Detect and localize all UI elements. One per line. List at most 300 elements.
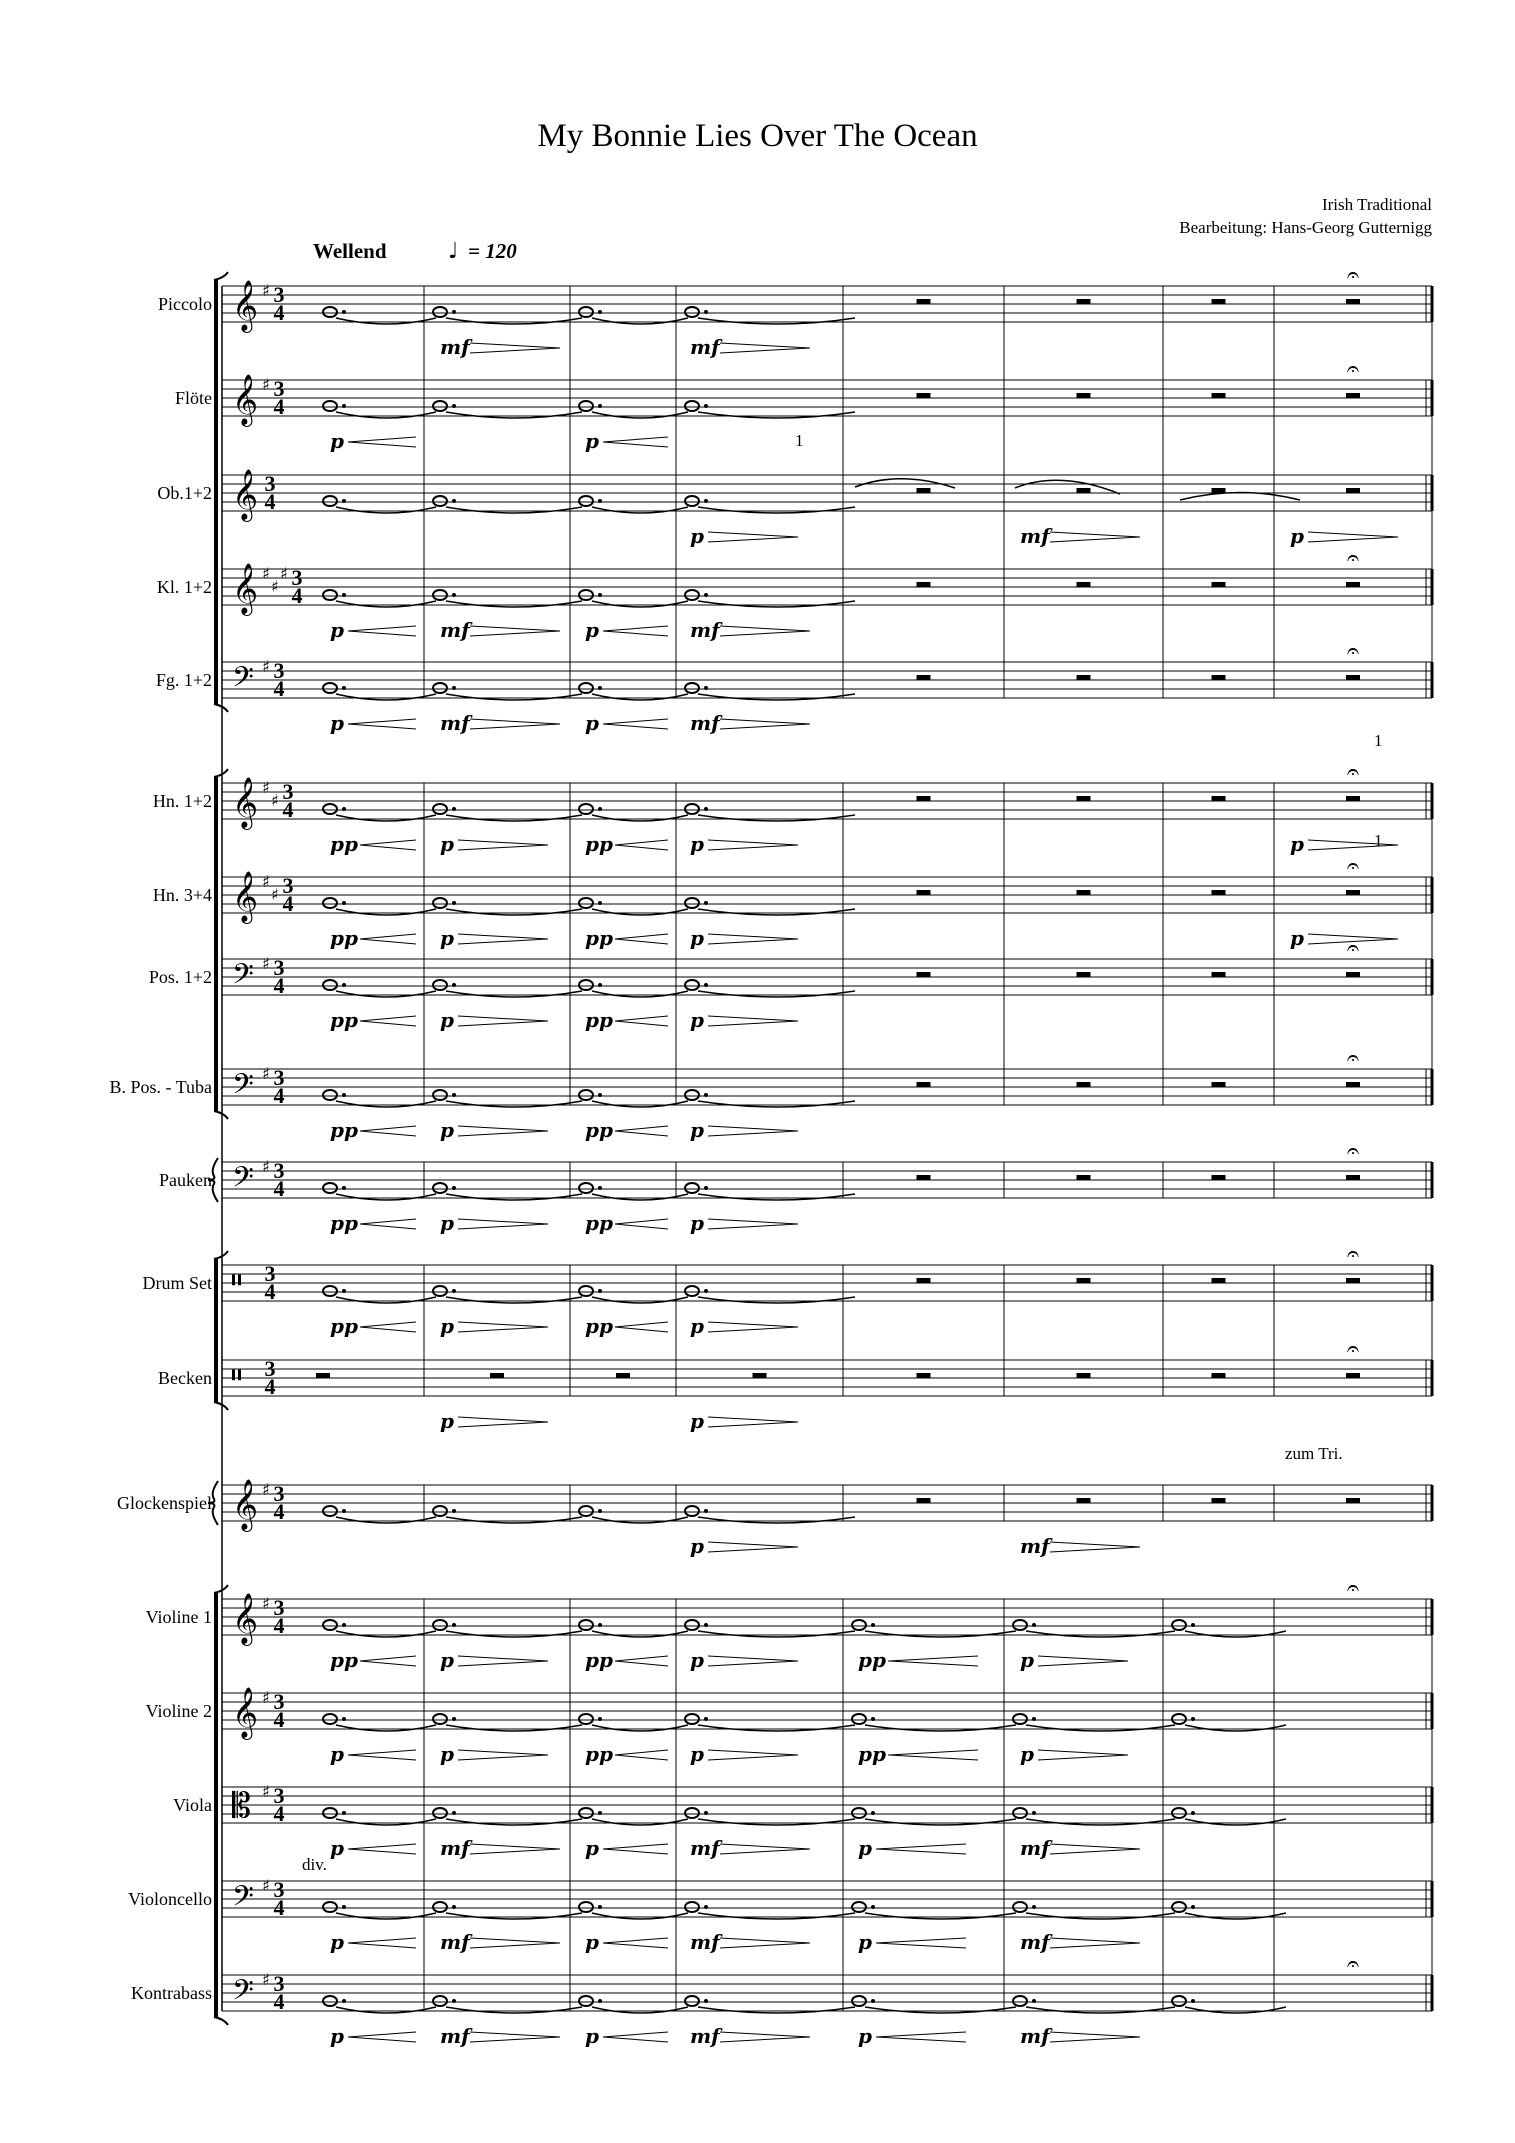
half-note bbox=[579, 1506, 593, 1516]
tie bbox=[698, 1819, 855, 1825]
tie bbox=[446, 1631, 582, 1637]
note-dot bbox=[871, 1623, 875, 1627]
hairpin bbox=[615, 1322, 668, 1332]
tie bbox=[698, 815, 855, 821]
fermata: 𝄐 bbox=[1346, 1337, 1360, 1362]
time-sig-numerator: 3 bbox=[273, 1877, 285, 1902]
note-dot bbox=[1032, 1999, 1036, 2003]
whole-rest bbox=[1212, 488, 1226, 493]
key-sharp: ♯ bbox=[262, 657, 270, 676]
dynamic-marking: mf bbox=[1020, 1534, 1050, 1558]
tie bbox=[336, 909, 436, 915]
dynamic-marking: mf bbox=[440, 618, 470, 642]
instrument-name: Pauken bbox=[159, 1170, 212, 1190]
note-dot bbox=[704, 310, 708, 314]
whole-rest bbox=[1077, 796, 1091, 801]
whole-rest bbox=[1346, 890, 1360, 895]
whole-rest bbox=[1077, 1498, 1091, 1503]
time-sig-denominator: 4 bbox=[273, 1989, 285, 2014]
key-sharp: ♯ bbox=[262, 872, 270, 891]
tie bbox=[592, 1101, 688, 1107]
tie bbox=[592, 815, 688, 821]
time-sig-numerator: 3 bbox=[264, 1356, 276, 1381]
whole-rest bbox=[1212, 972, 1226, 977]
half-note bbox=[579, 307, 593, 317]
note-dot bbox=[342, 1289, 346, 1293]
whole-rest bbox=[1346, 1278, 1360, 1283]
note-dot bbox=[704, 1289, 708, 1293]
note-dot bbox=[598, 404, 602, 408]
note-dot bbox=[1191, 1999, 1195, 2003]
time-sig-numerator: 3 bbox=[273, 282, 285, 307]
note-dot bbox=[342, 1999, 346, 2003]
hairpin bbox=[470, 1938, 560, 1948]
time-sig-numerator: 3 bbox=[264, 1261, 276, 1286]
bracket-hook bbox=[214, 769, 228, 777]
dynamic-marking: p bbox=[330, 1930, 344, 1954]
hairpin bbox=[708, 1750, 798, 1760]
half-note bbox=[685, 683, 699, 693]
cello-div-marking: div. bbox=[302, 1855, 327, 1874]
key-sharp: ♯ bbox=[280, 564, 288, 583]
instrument-name: Hn. 3+4 bbox=[152, 885, 212, 905]
dynamic-marking: p bbox=[1290, 926, 1304, 950]
whole-rest bbox=[616, 1373, 630, 1378]
tie bbox=[446, 1101, 582, 1107]
tie bbox=[698, 1725, 855, 1731]
half-note bbox=[323, 1808, 337, 1818]
hairpin bbox=[360, 1656, 416, 1666]
whole-rest bbox=[917, 1278, 931, 1283]
half-note bbox=[685, 898, 699, 908]
instrument-name: B. Pos. - Tuba bbox=[109, 1077, 212, 1097]
whole-rest bbox=[1346, 1175, 1360, 1180]
tie bbox=[446, 1194, 582, 1200]
note-dot bbox=[452, 1623, 456, 1627]
key-sharp: ♯ bbox=[262, 1782, 270, 1801]
half-note bbox=[852, 1714, 866, 1724]
half-note bbox=[323, 980, 337, 990]
half-note bbox=[579, 683, 593, 693]
key-sharp: ♯ bbox=[262, 1688, 270, 1707]
key-sharp: ♯ bbox=[262, 1157, 270, 1176]
tie bbox=[336, 1631, 436, 1637]
clef-treble: 𝄞 bbox=[232, 1687, 259, 1738]
half-note bbox=[433, 590, 447, 600]
arranger-credit: Bearbeitung: Hans-Georg Gutternigg bbox=[1179, 218, 1432, 237]
time-sig-denominator: 4 bbox=[273, 1707, 285, 1732]
hairpin bbox=[348, 1750, 416, 1760]
hairpin bbox=[348, 626, 416, 636]
hairpin bbox=[470, 626, 560, 636]
half-note bbox=[685, 1286, 699, 1296]
whole-rest bbox=[753, 1373, 767, 1378]
whole-rest bbox=[917, 488, 931, 493]
half-note bbox=[685, 590, 699, 600]
half-note bbox=[323, 1714, 337, 1724]
clef-percussion: 𝄥 bbox=[232, 1264, 241, 1299]
tie bbox=[336, 2007, 436, 2013]
hairpin bbox=[615, 1750, 668, 1760]
fermata: 𝄐 bbox=[1346, 1046, 1360, 1071]
tie bbox=[446, 507, 582, 513]
hairpin bbox=[888, 1656, 978, 1666]
clef-treble: 𝄞 bbox=[232, 1479, 259, 1530]
note-dot bbox=[871, 1717, 875, 1721]
hairpin bbox=[458, 1417, 548, 1427]
staff-violine-1 bbox=[146, 1576, 1432, 1672]
dynamic-marking: p bbox=[440, 1118, 454, 1142]
time-sig-numerator: 3 bbox=[273, 1481, 285, 1506]
hairpin bbox=[470, 2032, 560, 2042]
whole-rest bbox=[917, 1373, 931, 1378]
note-dot bbox=[452, 1811, 456, 1815]
half-note bbox=[323, 898, 337, 908]
hairpin bbox=[458, 1219, 548, 1229]
dynamic-marking: pp bbox=[330, 1648, 358, 1672]
staff-ob-1-2 bbox=[157, 469, 1432, 548]
note-dot bbox=[342, 1093, 346, 1097]
clef-treble: 𝄞 bbox=[232, 374, 259, 425]
tie bbox=[592, 1913, 688, 1919]
hairpin bbox=[1308, 840, 1398, 850]
dynamic-marking: p bbox=[330, 711, 344, 735]
dynamic-marking: pp bbox=[330, 832, 358, 856]
instrument-name: Becken bbox=[158, 1368, 212, 1388]
hairpin bbox=[615, 1219, 668, 1229]
tie bbox=[446, 1819, 582, 1825]
tie bbox=[336, 412, 436, 418]
instrument-name: Glockenspiel bbox=[117, 1493, 212, 1513]
dynamic-marking: pp bbox=[858, 1648, 886, 1672]
tie bbox=[446, 694, 582, 700]
tie bbox=[592, 2007, 688, 2013]
half-note bbox=[433, 804, 447, 814]
instrument-name: Violine 1 bbox=[145, 1607, 212, 1627]
time-sig-numerator: 3 bbox=[273, 1158, 285, 1183]
whole-rest bbox=[316, 1373, 330, 1378]
half-note bbox=[323, 401, 337, 411]
note-dot bbox=[598, 310, 602, 314]
clef-bass: 𝄢 bbox=[232, 1068, 254, 1108]
whole-rest bbox=[1212, 1278, 1226, 1283]
note-dot bbox=[452, 1509, 456, 1513]
half-note bbox=[1013, 1996, 1027, 2006]
tie bbox=[336, 1819, 436, 1825]
time-sig-numerator: 3 bbox=[291, 565, 303, 590]
half-note bbox=[685, 1090, 699, 1100]
hairpin bbox=[876, 2032, 966, 2042]
fermata: 𝄐 bbox=[1346, 639, 1360, 664]
staff-kl-1-2 bbox=[157, 546, 1432, 642]
bracket-hook bbox=[214, 1251, 228, 1259]
hairpin bbox=[708, 1322, 798, 1332]
hairpin bbox=[615, 1126, 668, 1136]
note-dot bbox=[342, 310, 346, 314]
dynamic-marking: p bbox=[585, 1930, 599, 1954]
slur bbox=[1015, 480, 1120, 494]
tie bbox=[336, 815, 436, 821]
tie bbox=[1185, 1819, 1286, 1825]
note-dot bbox=[342, 1811, 346, 1815]
dynamic-marking: p bbox=[330, 618, 344, 642]
hairpin bbox=[615, 1656, 668, 1666]
tie bbox=[592, 601, 688, 607]
tie bbox=[336, 318, 436, 324]
note-dot bbox=[342, 983, 346, 987]
staff-becken bbox=[158, 1337, 1432, 1433]
half-note bbox=[579, 590, 593, 600]
whole-rest bbox=[1077, 1278, 1091, 1283]
tie bbox=[698, 1194, 855, 1200]
time-sig-numerator: 3 bbox=[282, 779, 294, 804]
hairpin bbox=[876, 1938, 966, 1948]
fermata: 𝄐 bbox=[1346, 357, 1360, 382]
whole-rest bbox=[1212, 1498, 1226, 1503]
dynamic-marking: mf bbox=[440, 1836, 470, 1860]
note-dot bbox=[598, 1811, 602, 1815]
key-sharp: ♯ bbox=[262, 1064, 270, 1083]
half-note bbox=[1172, 1714, 1186, 1724]
tie bbox=[592, 909, 688, 915]
time-sig-numerator: 3 bbox=[264, 471, 276, 496]
clef-treble: 𝄞 bbox=[232, 280, 259, 331]
time-sig-numerator: 3 bbox=[282, 873, 294, 898]
half-note bbox=[1013, 1808, 1027, 1818]
hairpin bbox=[348, 1938, 416, 1948]
dynamic-marking: p bbox=[440, 926, 454, 950]
time-sig-denominator: 4 bbox=[273, 1499, 285, 1524]
whole-rest bbox=[1077, 488, 1091, 493]
tie bbox=[1026, 1725, 1175, 1731]
half-note bbox=[579, 1808, 593, 1818]
time-sig-denominator: 4 bbox=[273, 1083, 285, 1108]
half-note bbox=[323, 1183, 337, 1193]
dynamic-marking: mf bbox=[1020, 1836, 1050, 1860]
horn-fingering: 1 bbox=[1374, 831, 1383, 850]
hairpin bbox=[720, 626, 810, 636]
note-dot bbox=[1191, 1905, 1195, 1909]
hairpin bbox=[348, 719, 416, 729]
half-note bbox=[685, 1902, 699, 1912]
note-dot bbox=[1032, 1717, 1036, 1721]
key-sharp: ♯ bbox=[262, 778, 270, 797]
dynamic-marking: p bbox=[1020, 1742, 1034, 1766]
hairpin bbox=[360, 1219, 416, 1229]
note-dot bbox=[598, 1289, 602, 1293]
hairpin bbox=[348, 437, 416, 447]
half-note bbox=[323, 496, 337, 506]
dynamic-marking: pp bbox=[330, 1314, 358, 1338]
time-sig-denominator: 4 bbox=[273, 676, 285, 701]
whole-rest bbox=[1346, 1498, 1360, 1503]
half-note bbox=[579, 1902, 593, 1912]
instrument-name: Fg. 1+2 bbox=[155, 670, 212, 690]
half-note bbox=[1172, 1996, 1186, 2006]
hairpin bbox=[360, 1126, 416, 1136]
whole-rest bbox=[1212, 1373, 1226, 1378]
whole-rest bbox=[1212, 1082, 1226, 1087]
key-sharp: ♯ bbox=[262, 954, 270, 973]
hairpin bbox=[603, 2032, 668, 2042]
half-note bbox=[685, 1996, 699, 2006]
note-dot bbox=[1191, 1717, 1195, 1721]
half-note bbox=[433, 1506, 447, 1516]
staff-pauken bbox=[159, 1139, 1432, 1235]
tie bbox=[698, 694, 855, 700]
tie bbox=[698, 991, 855, 997]
hairpin bbox=[1308, 532, 1398, 542]
note-dot bbox=[452, 807, 456, 811]
note-dot bbox=[704, 593, 708, 597]
note-dot bbox=[704, 807, 708, 811]
dynamic-marking: mf bbox=[440, 711, 470, 735]
clef-treble: 𝄞 bbox=[232, 469, 259, 520]
clef-bass: 𝄢 bbox=[232, 958, 254, 998]
tie bbox=[1185, 1631, 1286, 1637]
fermata: 𝄐 bbox=[1346, 936, 1360, 961]
note-dot bbox=[342, 901, 346, 905]
tie bbox=[446, 1913, 582, 1919]
staff-piccolo bbox=[158, 263, 1432, 359]
half-note bbox=[1013, 1620, 1027, 1630]
dynamic-marking: p bbox=[690, 1008, 704, 1032]
note-dot bbox=[452, 1289, 456, 1293]
instrument-name: Viola bbox=[173, 1795, 212, 1815]
dynamic-marking: p bbox=[585, 429, 599, 453]
note-dot bbox=[342, 1905, 346, 1909]
tie bbox=[1185, 1913, 1286, 1919]
tie bbox=[865, 1819, 1016, 1825]
hairpin bbox=[720, 1938, 810, 1948]
key-sharp: ♯ bbox=[262, 1876, 270, 1895]
whole-rest bbox=[1212, 675, 1226, 680]
note-dot bbox=[342, 1717, 346, 1721]
whole-rest bbox=[1212, 890, 1226, 895]
half-note bbox=[579, 1996, 593, 2006]
dynamic-marking: p bbox=[858, 2024, 872, 2048]
half-note bbox=[852, 1620, 866, 1630]
dynamic-marking: p bbox=[690, 1534, 704, 1558]
time-sig-denominator: 4 bbox=[273, 1895, 285, 1920]
note-dot bbox=[704, 1905, 708, 1909]
tie bbox=[865, 1725, 1016, 1731]
note-dot bbox=[342, 593, 346, 597]
hairpin bbox=[348, 2032, 416, 2042]
time-sig-denominator: 4 bbox=[282, 891, 294, 916]
whole-rest bbox=[1346, 1082, 1360, 1087]
dynamic-marking: p bbox=[690, 926, 704, 950]
dynamic-marking: pp bbox=[585, 1118, 613, 1142]
note-dot bbox=[598, 1717, 602, 1721]
glock-instruction: zum Tri. bbox=[1285, 1444, 1343, 1463]
tie bbox=[592, 1631, 688, 1637]
staff-viola bbox=[173, 1782, 1432, 1860]
tie bbox=[446, 991, 582, 997]
tie bbox=[865, 1913, 1016, 1919]
tie bbox=[698, 1517, 855, 1523]
dynamic-marking: pp bbox=[585, 926, 613, 950]
dynamic-marking: p bbox=[440, 1314, 454, 1338]
bracket-hook bbox=[214, 272, 228, 280]
note-dot bbox=[452, 1905, 456, 1909]
whole-rest bbox=[917, 1498, 931, 1503]
hairpin bbox=[1050, 2032, 1140, 2042]
tie bbox=[1026, 2007, 1175, 2013]
whole-rest bbox=[917, 796, 931, 801]
note-dot bbox=[1032, 1905, 1036, 1909]
tie bbox=[446, 1517, 582, 1523]
half-note bbox=[323, 683, 337, 693]
whole-rest bbox=[1077, 675, 1091, 680]
tie bbox=[698, 507, 855, 513]
note-dot bbox=[598, 1509, 602, 1513]
hairpin bbox=[1050, 532, 1140, 542]
half-note bbox=[579, 1620, 593, 1630]
dynamic-marking: p bbox=[330, 429, 344, 453]
tie bbox=[1026, 1631, 1175, 1637]
dynamic-marking: p bbox=[690, 1648, 704, 1672]
whole-rest bbox=[1212, 1175, 1226, 1180]
hairpin bbox=[360, 1016, 416, 1026]
staff-drum-set bbox=[143, 1242, 1433, 1338]
half-note bbox=[433, 1714, 447, 1724]
half-note bbox=[685, 1183, 699, 1193]
time-sig-denominator: 4 bbox=[291, 583, 303, 608]
hairpin bbox=[458, 934, 548, 944]
tie bbox=[592, 1194, 688, 1200]
whole-rest bbox=[490, 1373, 504, 1378]
time-sig-denominator: 4 bbox=[264, 1374, 276, 1399]
tie bbox=[592, 991, 688, 997]
time-sig-numerator: 3 bbox=[273, 1595, 285, 1620]
staff-pos-1-2 bbox=[149, 936, 1432, 1032]
note-dot bbox=[342, 1623, 346, 1627]
hairpin bbox=[470, 343, 560, 353]
tie bbox=[446, 412, 582, 418]
tie bbox=[446, 2007, 582, 2013]
note-dot bbox=[452, 1093, 456, 1097]
dynamic-marking: pp bbox=[585, 1648, 613, 1672]
half-note bbox=[1013, 1902, 1027, 1912]
slur bbox=[1180, 493, 1300, 501]
half-note bbox=[323, 1902, 337, 1912]
half-note bbox=[685, 401, 699, 411]
fermata: 𝄐 bbox=[1346, 1576, 1360, 1601]
half-note bbox=[579, 1090, 593, 1100]
clef-treble: 𝄞 bbox=[232, 563, 259, 614]
hairpin bbox=[458, 1656, 548, 1666]
note-dot bbox=[598, 807, 602, 811]
half-note bbox=[433, 1286, 447, 1296]
score-title: My Bonnie Lies Over The Ocean bbox=[537, 118, 978, 154]
dynamic-marking: p bbox=[585, 618, 599, 642]
hairpin bbox=[708, 1417, 798, 1427]
note-dot bbox=[452, 1186, 456, 1190]
dynamic-marking: p bbox=[330, 1836, 344, 1860]
half-note bbox=[323, 1620, 337, 1630]
half-note bbox=[685, 804, 699, 814]
instrument-name: Kl. 1+2 bbox=[156, 577, 212, 597]
whole-rest bbox=[1212, 393, 1226, 398]
hairpin bbox=[1038, 1656, 1128, 1666]
tie bbox=[865, 2007, 1016, 2013]
time-sig-denominator: 4 bbox=[273, 973, 285, 998]
note-dot bbox=[598, 1623, 602, 1627]
tie bbox=[592, 1517, 688, 1523]
staff-b-pos-tuba bbox=[109, 1046, 1432, 1142]
dynamic-marking: p bbox=[330, 2024, 344, 2048]
